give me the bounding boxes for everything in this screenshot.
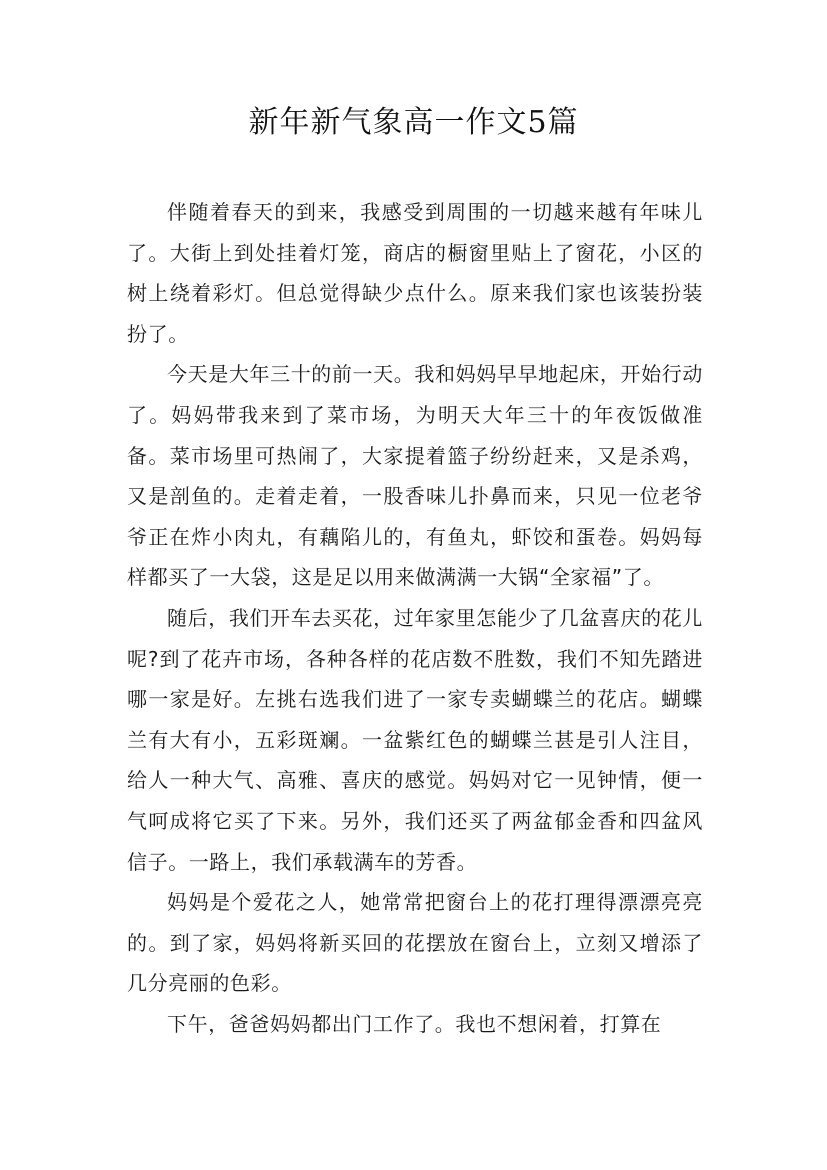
- page-title: 新年新气象高一作文5篇: [248, 105, 579, 140]
- paragraph: 随后，我们开车去买花，过年家里怎能少了几盆喜庆的花儿呢?到了花卉市场，各种各样的花店数不胜数，我们不知先踏进哪一家是好。左挑右选我们进了一家专卖蝴蝶兰的花店。蝴蝶兰有大有小，五彩斑斓。一盆紫红色的蝴蝶兰甚是引人注目，给人一种大气、高雅、喜庆的感觉。妈妈对它一见钟情，便一气呵成将它买了下来。另外，我们还买了两盆郁金香和四盆风信子。一路上，我们承载满车的芳香。: [127, 605, 703, 874]
- paragraph: 下午，爸爸妈妈都出门工作了。我也不想闲着，打算在: [167, 1011, 662, 1036]
- paragraph: 今天是大年三十的前一天。我和妈妈早早地起床，开始行动了。妈妈带我来到了菜市场，为明天大年三十的年夜饭做准备。菜市场里可热闹了，大家提着篮子纷纷赶来，又是杀鸡，又是剖鱼的。走着走着，一股香味儿扑鼻而来，只见一位老爷爷正在炸小肉丸，有藕陷儿的，有鱼丸，虾饺和蛋卷。妈妈每样都买了一大袋，这是足以用来做满满一大锅“全家福”了。: [127, 362, 703, 590]
- essay-body: [127, 192, 703, 1044]
- paragraph: 妈妈是个爱花之人，她常常把窗台上的花打理得漂漂亮亮的。到了家，妈妈将新买回的花摆放在窗台上，立刻又增添了几分亮丽的色彩。: [127, 890, 703, 996]
- paragraph: 伴随着春天的到来，我感受到周围的一切越来越有年味儿了。大街上到处挂着灯笼，商店的橱窗里贴上了窗花，小区的树上绕着彩灯。但总觉得缺少点什么。原来我们家也该装扮装扮了。: [127, 200, 703, 346]
